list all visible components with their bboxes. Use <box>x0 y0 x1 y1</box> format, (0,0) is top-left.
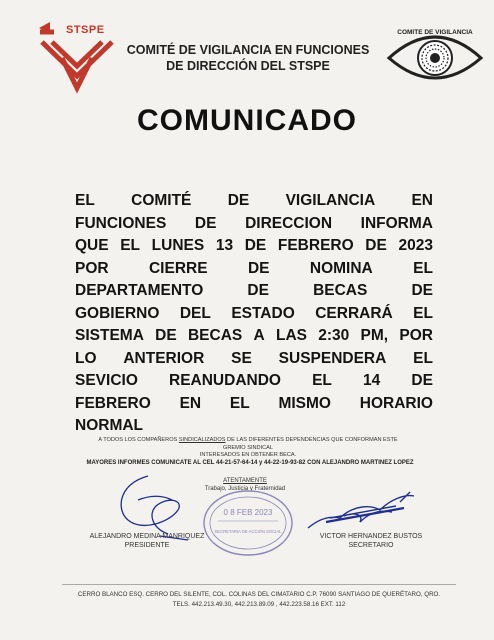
footer-address: CERRO BLANCO ESQ. CERRO DEL SILENTE, COL. COLINAS DEL CIMATARIO C.P. 76090 SANTIAGO DE QUERÉTARO, QRO. <box>77 591 441 598</box>
body-word: A <box>253 327 265 344</box>
body-word: REANUDANDO <box>169 372 281 389</box>
body-word: EL <box>413 304 433 322</box>
body-word: EL <box>413 349 433 367</box>
body-word: EL <box>413 259 433 277</box>
body-word: GOBIERNO <box>75 304 160 322</box>
stamp-date: 0 8 FEB 2023 <box>223 508 273 517</box>
right-role: SECRETARIO <box>348 542 394 549</box>
footer-phones: TELS. 442.213.49.30, 442.213.89.09 , 442.223.58.16 EXT. 112 <box>172 601 346 608</box>
left-name: ALEJANDRO MEDINA MANRIQUEZ <box>89 533 205 540</box>
body-word: DIRECCION <box>245 214 333 232</box>
notice-line2: INTERESADOS EN OBTENER BECA. <box>199 452 297 458</box>
body-word: EL <box>75 192 95 209</box>
left-role: PRESIDENTE <box>124 542 170 549</box>
body-word: 13 <box>215 237 234 254</box>
body-word: ANTERIOR <box>123 349 205 367</box>
header-title-line1: COMITÉ DE VIGILANCIA EN FUNCIONES <box>126 43 370 57</box>
body-word: LAS <box>275 327 307 344</box>
right-name: VICTOR HERNANDEZ BUSTOS <box>319 533 423 540</box>
body-word: EL <box>120 237 141 254</box>
body-word: FUNCIONES <box>75 214 167 232</box>
body-word: QUE <box>75 237 109 254</box>
body-word: POR <box>75 259 109 277</box>
body-word: FEBRERO <box>277 237 354 254</box>
body-word: DE <box>247 282 269 299</box>
body-word: DE <box>411 372 433 389</box>
body-word: CIERRE <box>148 259 208 277</box>
body-word: LUNES <box>151 237 205 254</box>
seal-text: COMITE DE VIGILANCIA <box>397 29 473 36</box>
body-line <box>75 258 433 281</box>
footer-divider <box>62 584 456 585</box>
body-line <box>75 325 433 348</box>
body-word: DE <box>155 327 177 344</box>
body-word: COMITÉ <box>131 192 192 209</box>
signatory-right <box>306 532 436 550</box>
body-word: INFORMA <box>360 214 433 232</box>
atentamente-label: ATENTAMENTE <box>223 478 267 484</box>
body-line <box>75 235 433 258</box>
notice-underlined: SINDICALIZADOS <box>178 437 226 443</box>
body-word: 2023 <box>398 237 433 254</box>
body-word: 2:30 <box>318 327 350 344</box>
body-word: HORARIO <box>359 394 433 412</box>
body-word: EL <box>229 394 250 412</box>
body-word: POR <box>399 327 433 344</box>
body-word: DE <box>247 259 270 277</box>
body-line <box>75 370 433 393</box>
body-word: DE <box>194 214 217 232</box>
header-title-line2: DE DIRECCIÓN DEL STSPE <box>166 59 330 73</box>
body-word: NOMINA <box>309 259 373 277</box>
contact-notice: MAYORES INFORMES COMUNICATE AL CEL 44-21-57-64-14 y 44-22-19-93-82 CON ALEJANDRO MARTINEZ LOPEZ <box>86 460 414 466</box>
body-word: EL <box>312 372 332 389</box>
body-line <box>75 415 433 438</box>
body-word: BECAS <box>187 327 243 344</box>
body-word: VIGILANCIA <box>285 192 376 209</box>
body-word: DEL <box>179 304 211 322</box>
body-word: SUSPENDERA <box>278 349 387 367</box>
motto-text: Trabajo, Justicia y Fraternidad <box>204 485 286 492</box>
body-word: PM, <box>360 327 389 344</box>
signatory-left <box>72 532 222 550</box>
body-word: SISTEMA <box>75 327 144 344</box>
body-word: MISMO <box>278 394 331 412</box>
body-line <box>75 303 433 326</box>
body-line <box>75 190 433 213</box>
body-word: NORMAL <box>75 417 144 434</box>
header-title <box>120 42 376 74</box>
signature-right <box>300 488 420 532</box>
body-word: BECAS <box>313 282 368 299</box>
body-line <box>75 393 433 416</box>
body-word: ESTADO <box>231 304 295 322</box>
body-word: FEBRERO <box>75 394 151 412</box>
footer <box>62 590 456 610</box>
body-line <box>75 280 433 303</box>
body-word: DE <box>244 237 267 254</box>
body-word: EN <box>179 394 202 412</box>
announcement-body <box>75 190 433 438</box>
body-word: DE <box>365 237 387 254</box>
body-line <box>75 213 433 236</box>
notice-part1: A TODOS LOS COMPAÑEROS <box>98 437 179 443</box>
body-word: DEPARTAMENTO <box>75 282 204 299</box>
stamp-text: SECRETARIA DE ACCIÓN SOCIAL <box>214 529 282 534</box>
body-word: SE <box>231 349 252 367</box>
body-word: CERRARÁ <box>315 304 393 322</box>
body-word: LO <box>75 349 97 367</box>
body-line <box>75 348 433 371</box>
vigilance-eye-icon <box>385 18 485 92</box>
body-word: DE <box>411 282 433 299</box>
body-word: DE <box>227 192 250 209</box>
main-title: COMUNICADO <box>137 104 357 137</box>
body-word: 14 <box>363 372 381 389</box>
notice-part2: DE LAS DIFERENTES DEPENDENCIAS QUE CONFORMAN ESTE GREMIO SINDICAL <box>222 437 398 451</box>
body-word: EN <box>411 192 433 209</box>
notice-text <box>88 437 408 460</box>
body-word: SEVICIO <box>75 372 138 389</box>
logo-text: STSPE <box>66 24 105 36</box>
